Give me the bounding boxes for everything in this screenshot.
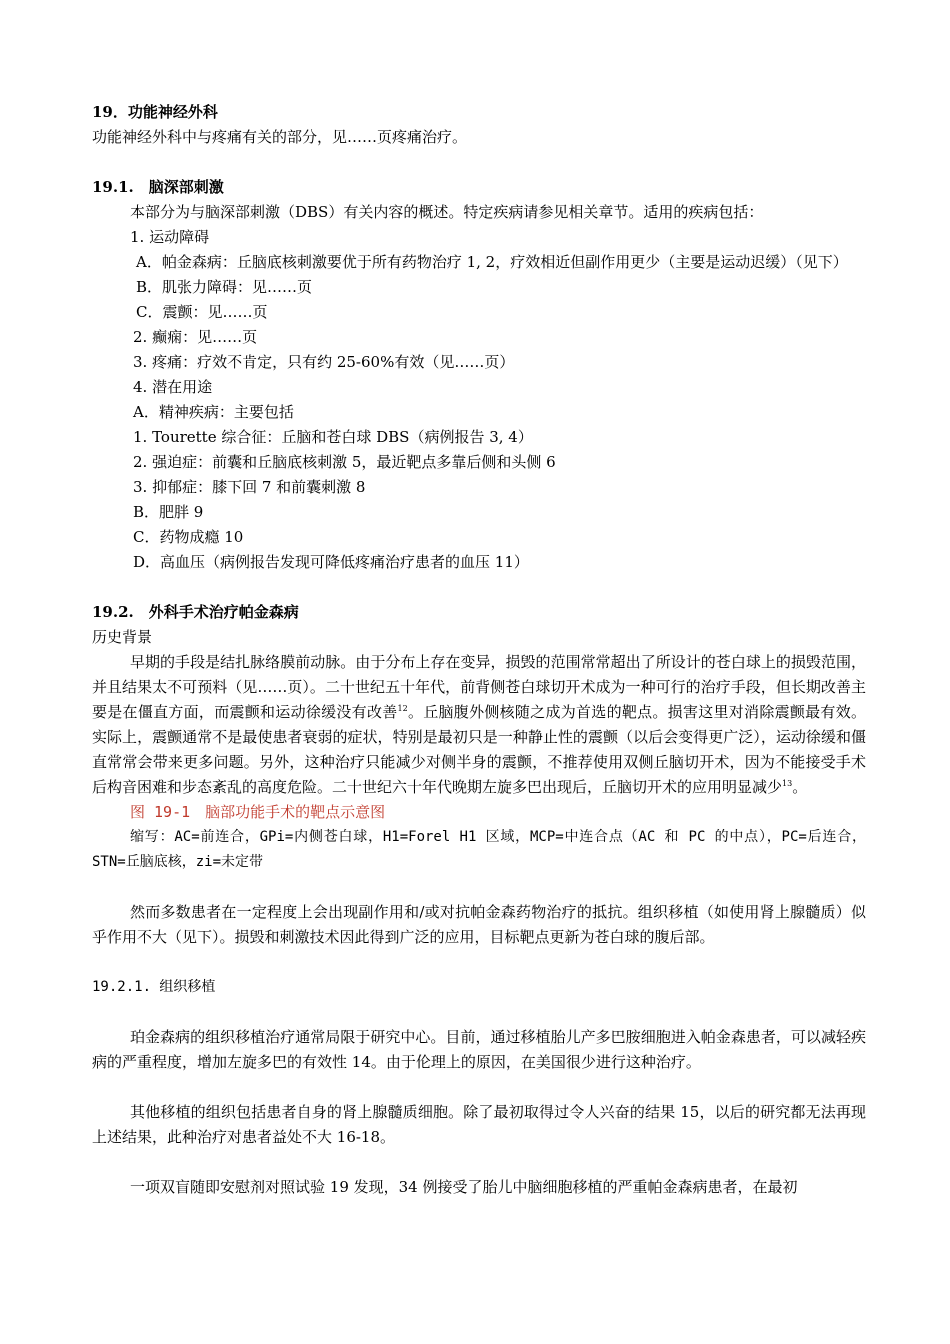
resistance-paragraph: 然而多数患者在一定程度上会出现副作用和/或对抗帕金森药物治疗的抵抗。组织移植（如使用肾上腺髓质）似乎作用不大（见下）。损毁和刺激技术因此得到广泛的应用，目标靶点更新为苍白球的腹后部。 [92,903,866,946]
list-item: A．帕金森病：丘脑底核刺激要优于所有药物治疗 1, 2，疗效相近但副作用更少（主要是运动迟缓）（见下） [136,253,848,271]
list-item: C．震颤：见……页 [136,303,268,321]
section-19-1-title: 19.1. 脑深部刺激 [92,178,224,196]
list-item: C．药物成瘾 10 [133,528,244,546]
list-item: 3. 抑郁症：膝下回 7 和前囊刺激 8 [133,478,366,496]
section-19-2-1-title: 19.2.1. 组织移植 [92,979,216,995]
list-item: 2. 癫痫：见……页 [133,328,258,346]
section-19-1-intro: 本部分为与脑深部刺激（DBS）有关内容的概述。特定疾病请参见相关章节。适用的疾病包括： [130,203,764,221]
list-item: 1. 运动障碍 [130,228,210,246]
list-item: 3. 疼痛：疗效不肯定，只有约 25-60%有效（见……页） [133,353,515,371]
citation-ref: 12 [397,704,408,713]
section-19-2-subtitle: 历史背景 [92,628,153,646]
list-item: 4. 潜在用途 [133,378,213,396]
list-item: 1. Tourette 综合征：丘脑和苍白球 DBS（病例报告 3, 4） [133,428,533,446]
transplant-paragraph-1: 珀金森病的组织移植治疗通常局限于研究中心。目前，通过移植胎儿产多巴胺细胞进入帕金森患者，可以减轻疾病的严重程度，增加左旋多巴的有效性 14。由于伦理上的原因，在美国很少进行这种治疗。 [92,1028,866,1071]
section-19-intro: 功能神经外科中与疼痛有关的部分，见……页疼痛治疗。 [92,128,468,146]
transplant-paragraph-3: 一项双盲随即安慰剂对照试验 19 发现，34 例接受了胎儿中脑细胞移植的严重帕金森病患者，在最初 [130,1178,798,1196]
figure-caption: 图 19-1 脑部功能手术的靶点示意图 [130,803,386,821]
list-item: B．肌张力障碍：见……页 [136,278,313,296]
section-19-title: 19．功能神经外科 [92,103,218,121]
citation-ref: 13 [782,779,793,788]
transplant-paragraph-2: 其他移植的组织包括患者自身的肾上腺髓质细胞。除了最初取得过令人兴奋的结果 15，以后的研究都无法再现上述结果，此种治疗对患者益处不大 16-18。 [92,1103,866,1146]
section-19-2-title: 19.2. 外科手术治疗帕金森病 [92,603,299,621]
document-page [92,100,866,1200]
list-item: B．肥胖 9 [133,503,204,521]
abbreviation-note: 缩写：AC=前连合，GPi=内侧苍白球，H1=Forel H1 区域，MCP=中连合点（AC 和 PC 的中点），PC=后连合，STN=丘脑底核，zi=未定带 [92,829,866,870]
list-item: 2. 强迫症：前囊和丘脑底核刺激 5，最近靶点多靠后侧和头侧 6 [133,453,556,471]
list-item: D．高血压（病例报告发现可降低疼痛治疗患者的血压 11） [133,553,529,571]
list-item: A．精神疾病：主要包括 [133,403,294,421]
history-paragraph: 早期的手段是结扎脉络膜前动脉。由于分布上存在变异，损毁的范围常常超出了所设计的苍白球上的损毁范围，并且结果太不可预料（见……页）。二十世纪五十年代，前背侧苍白球切开术成为一种可行的治疗手段，但长期改善主要是在僵直方面，而震颤和运动徐缓没有改善$^{12}$。丘脑腹外侧核随之成为首选的靶点。损害这里对消除震颤最有效。实际上，震颤通常不是最使患者衰弱的症状，特别是最初只是一种静止性的震颤（以后会变得更广泛），运动徐缓和僵直常常会带来更多问题。另外，这种治疗只能减少对侧半身的震颤，不推荐使用双侧丘脑切开术，因为不能接受手术后构音困难和步态紊乱的高度危险。二十世纪六十年代晚期左旋多巴出现后，丘脑切开术的应用明显减少$^{13}$。 [92,653,866,796]
